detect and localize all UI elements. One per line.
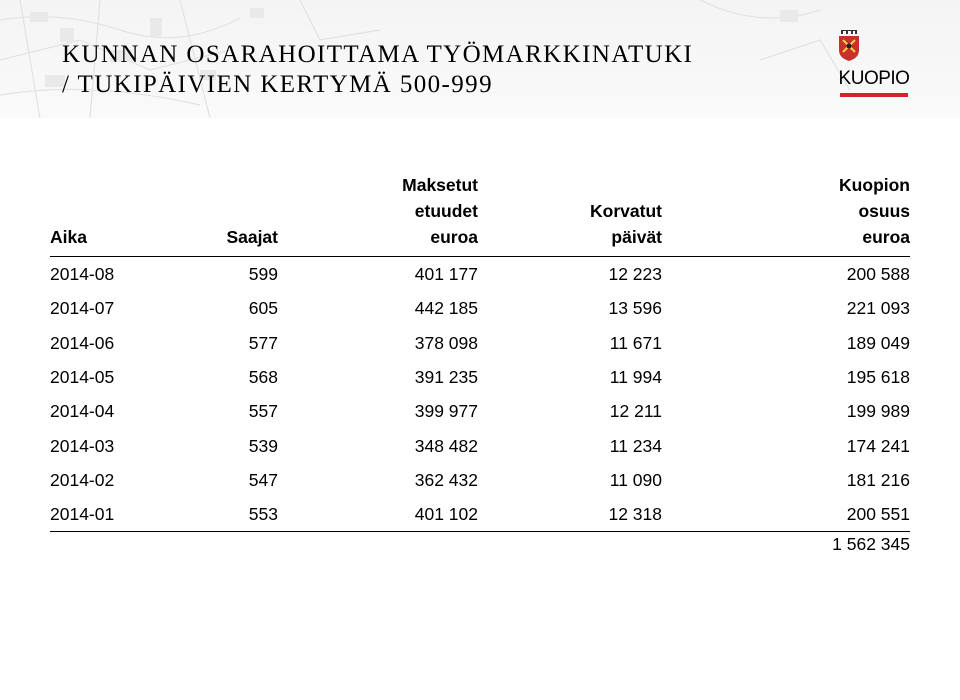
kuopio-logo: [838, 30, 910, 98]
cell-korvatut: 11 994: [609, 367, 662, 388]
table-row: [50, 428, 910, 462]
cell-saajat: 553: [160, 497, 278, 532]
table-row: [50, 394, 910, 428]
cell-kuopion: 199 989: [846, 401, 910, 422]
cell-saajat: 568: [248, 367, 278, 388]
header-korvatut-line-1: Korvatut: [590, 201, 662, 221]
header-maksetut-line-3: euroa: [430, 227, 478, 247]
cell-saajat: 599: [248, 264, 278, 285]
header-aika: Aika: [50, 172, 160, 257]
cell-kuopion: 181 216: [846, 469, 910, 490]
cell-korvatut: 12 223: [608, 264, 662, 285]
header-kuopion: [662, 172, 910, 257]
coat-of-arms-icon: [838, 30, 860, 62]
cell-maksetut: 348 482: [414, 435, 478, 456]
cell-maksetut: 391 235: [414, 367, 478, 388]
table-row: [50, 291, 910, 325]
cell-korvatut: 12 211: [609, 401, 662, 422]
header-korvatut-line-2: päivät: [611, 227, 662, 247]
table-row: [50, 326, 910, 360]
cell-saajat: 539: [248, 435, 278, 456]
cell-aika: 2014-07: [50, 298, 115, 319]
cell-maksetut: 399 977: [414, 401, 478, 422]
cell-aika: 2014-05: [50, 367, 115, 388]
title-line-1: KUNNAN OSARAHOITTAMA TYÖMARKKINATUKI: [62, 41, 694, 68]
table-row: [50, 463, 910, 497]
cell-aika: 2014-03: [50, 435, 115, 456]
header-kuopion-line-3: euroa: [862, 227, 910, 247]
cell-kuopion: 221 093: [846, 298, 910, 319]
cell-maksetut: 401 177: [414, 264, 478, 285]
header-saajat: Saajat: [160, 172, 278, 257]
cell-korvatut: 12 318: [478, 497, 662, 532]
cell-aika: 2014-06: [50, 332, 115, 353]
header-korvatut: [478, 172, 662, 257]
cell-korvatut: 13 596: [608, 298, 662, 319]
title-line-2: / TUKIPÄIVIEN KERTYMÄ 500-999: [62, 71, 493, 98]
cell-aika: 2014-01: [50, 497, 160, 532]
table-header-row: [50, 172, 910, 257]
page-title: [62, 40, 693, 100]
header-maksetut: [278, 172, 478, 257]
logo-underline: [840, 93, 908, 97]
cell-aika: 2014-08: [50, 264, 115, 285]
cell-aika: 2014-02: [50, 469, 115, 490]
cell-kuopion: 189 049: [846, 332, 910, 353]
cell-korvatut: 11 671: [609, 332, 662, 353]
cell-korvatut: 11 234: [609, 435, 662, 456]
cell-aika: 2014-04: [50, 401, 115, 422]
total-kuopion-osuus: 1 562 345: [832, 534, 910, 554]
header-maksetut-line-1: Maksetut: [402, 175, 478, 195]
cell-maksetut: 362 432: [414, 469, 478, 490]
cell-kuopion: 200 588: [846, 264, 910, 285]
cell-saajat: 557: [248, 401, 278, 422]
cell-maksetut: 401 102: [278, 497, 478, 532]
cell-kuopion: 174 241: [846, 435, 910, 456]
cell-saajat: 605: [248, 298, 278, 319]
header-maksetut-line-2: etuudet: [414, 201, 478, 221]
data-table: [50, 172, 910, 532]
cell-saajat: 577: [248, 332, 278, 353]
table-row: [50, 257, 910, 292]
cell-maksetut: 442 185: [414, 298, 478, 319]
table-row: [50, 360, 910, 394]
cell-saajat: 547: [248, 469, 278, 490]
header-band: [0, 0, 960, 118]
cell-korvatut: 11 090: [609, 469, 662, 490]
header-kuopion-line-2: osuus: [858, 201, 910, 221]
logo-text: KUOPIO: [838, 68, 910, 89]
cell-kuopion: 195 618: [846, 367, 910, 388]
header-kuopion-line-1: Kuopion: [839, 175, 910, 195]
table-row: [50, 497, 910, 532]
cell-kuopion: 200 551: [662, 497, 910, 532]
cell-maksetut: 378 098: [414, 332, 478, 353]
